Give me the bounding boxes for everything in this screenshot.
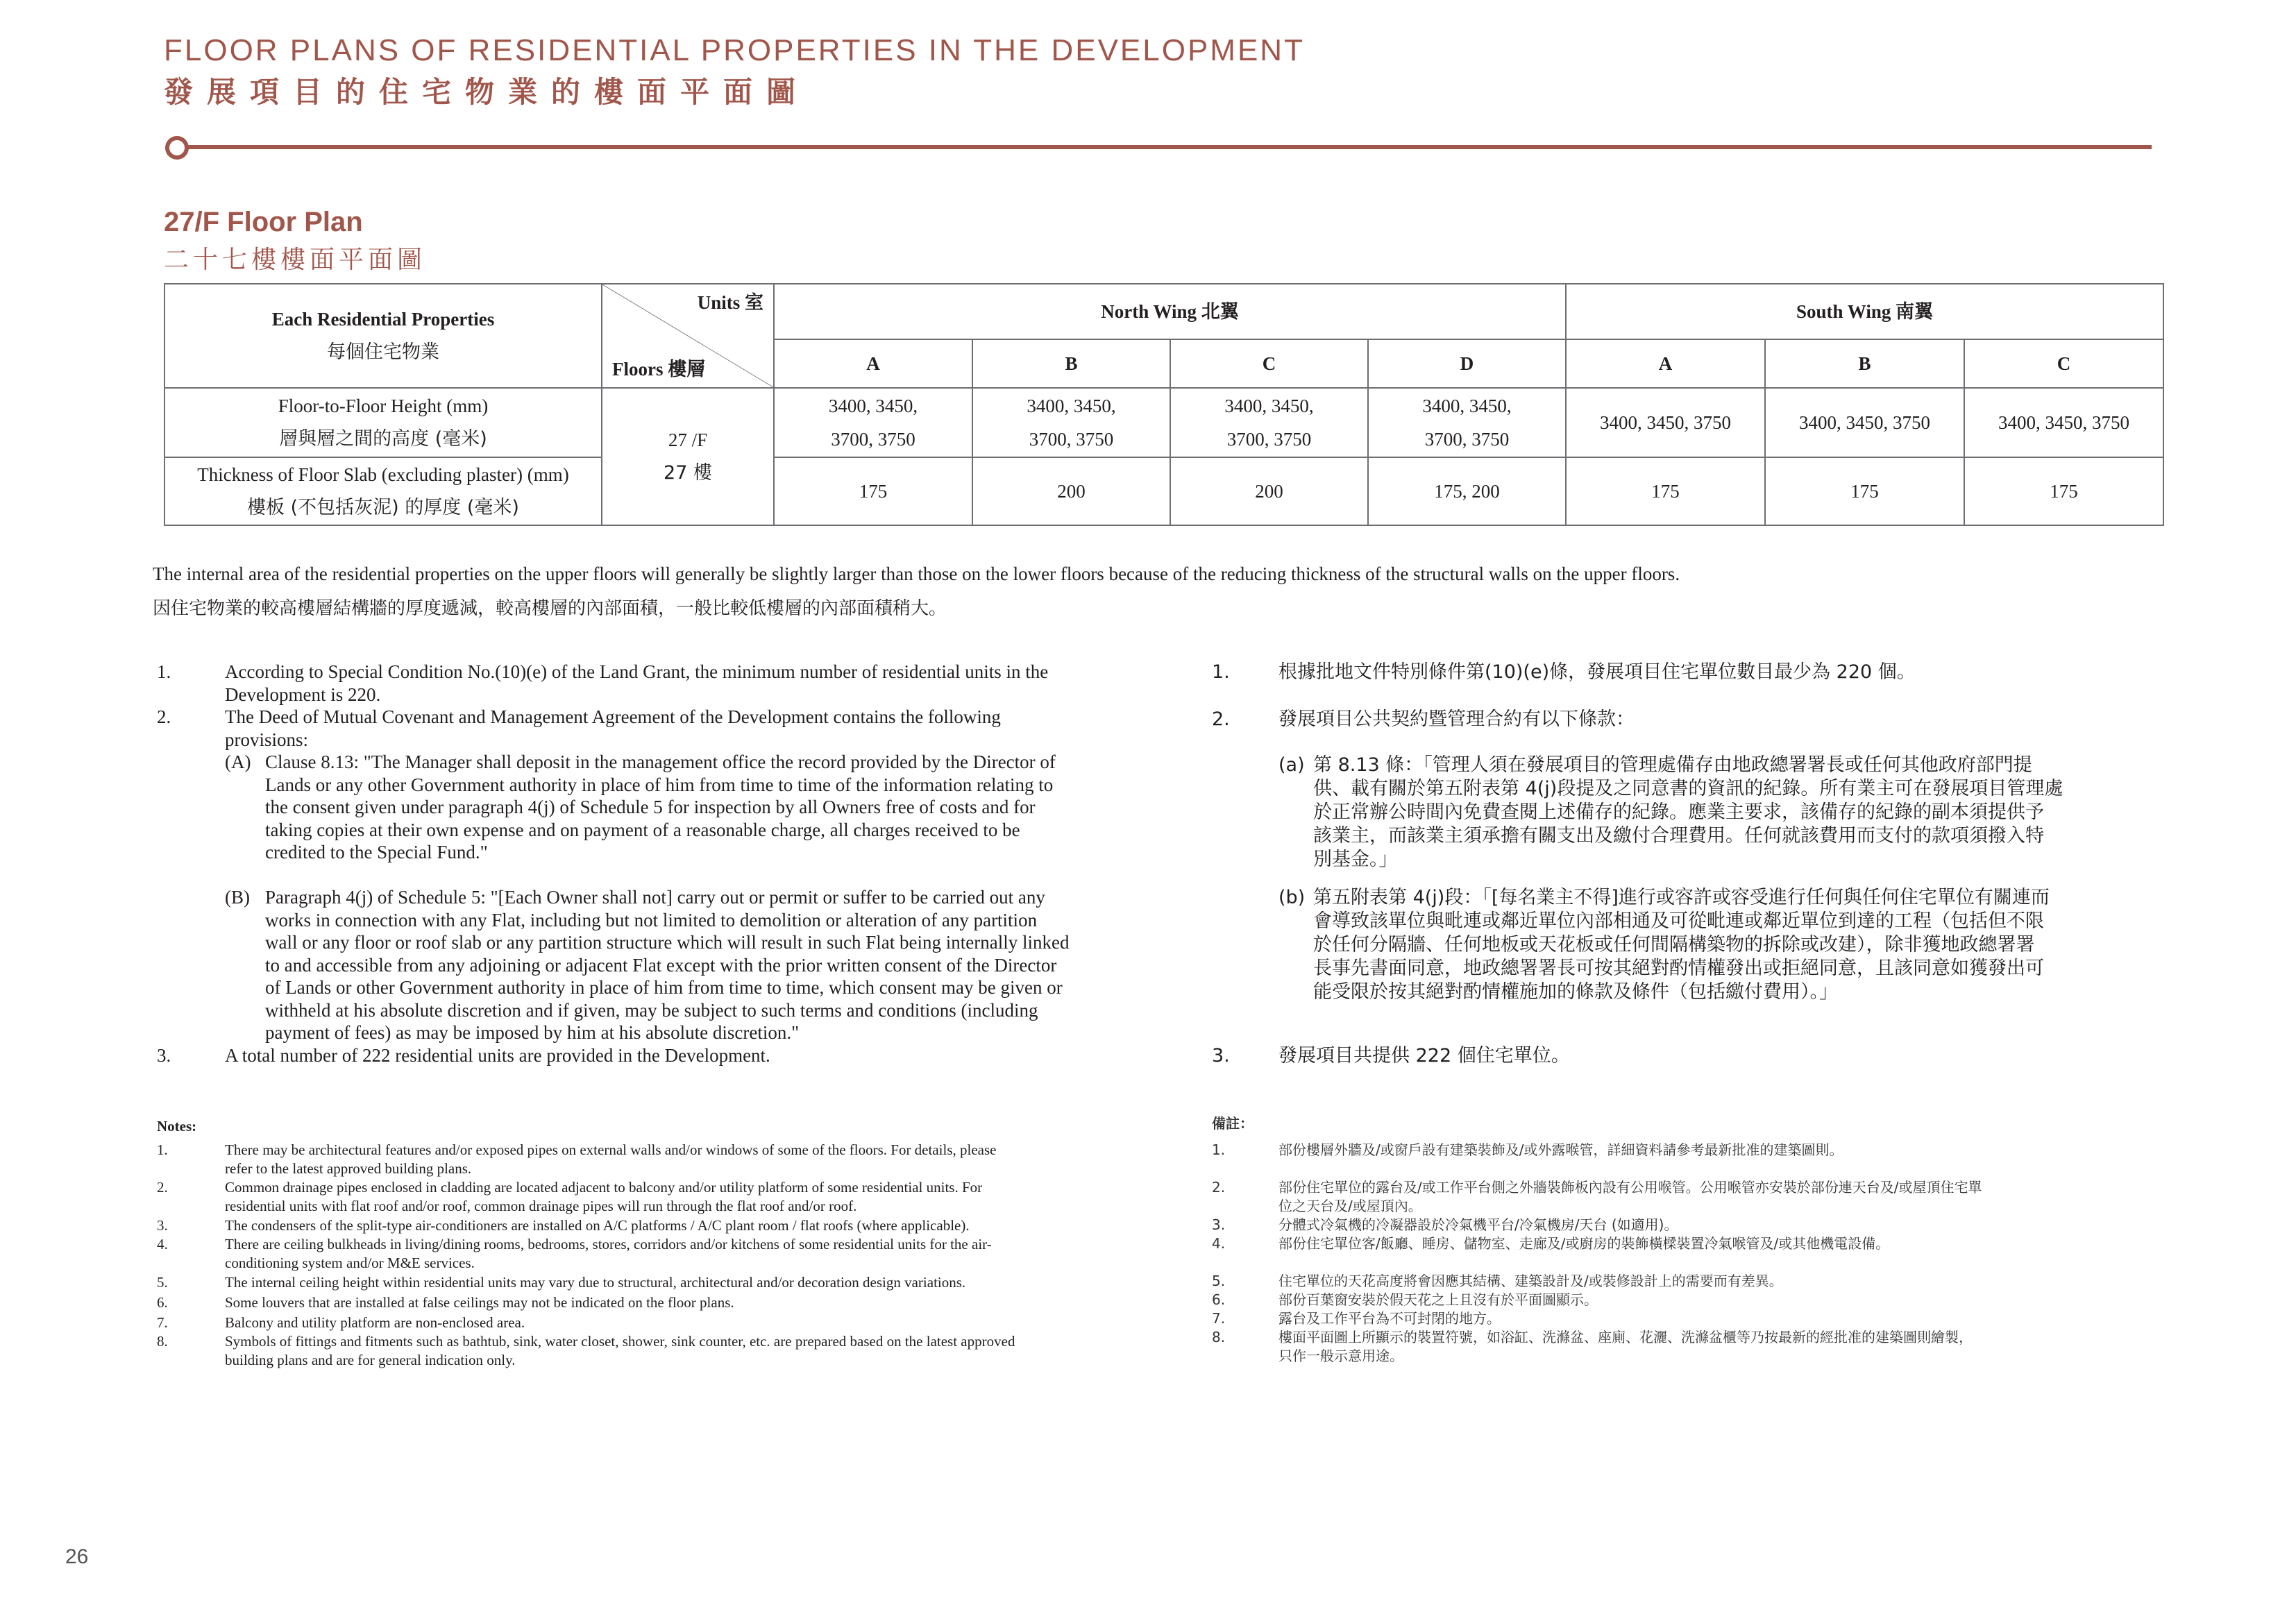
note-number: 1. <box>157 1141 168 1158</box>
clause-2-en: The Deed of Mutual Covenant and Management Agreement of the Development contains the following provisions: <box>225 706 1001 750</box>
unit-header: A <box>1566 339 1765 388</box>
row-label-zh: 層與層之間的高度 (毫米) <box>279 428 487 450</box>
row-label-en: Floor-to-Floor Height (mm) <box>278 396 489 416</box>
note-item: The internal ceiling height within residential units may vary due to structural, architectural and/or decoration design variations. <box>225 1274 966 1291</box>
floor-zh: 27 樓 <box>664 462 712 484</box>
row-label-zh: 樓板 (不包括灰泥) 的厚度 (毫米) <box>247 497 519 518</box>
unit-header: D <box>1368 339 1566 388</box>
row-floor-height-label <box>164 388 602 457</box>
each-property-zh: 每個住宅物業 <box>327 341 439 363</box>
note-item: 部份住宅單位客/飯廳、睡房、儲物室、走廊及/或廚房的裝飾橫樑裝置冷氣喉管及/或其他機電設備。 <box>1278 1235 1890 1252</box>
sub-clause-label: (b) <box>1278 887 1306 908</box>
table-cell: 200 <box>972 457 1170 525</box>
clauses-zh <box>1212 661 2170 1077</box>
note-item: 部份樓層外牆及/或窗戶設有建築裝飾及/或外露喉管，詳細資料請參考最新批准的建築圖則。 <box>1278 1141 1843 1158</box>
note-item: Some louvers that are installed at false ceilings may not be indicated on the floor plans. <box>225 1294 734 1311</box>
note-item: 分體式冷氣機的冷凝器設於冷氣機平台/冷氣機房/天台 (如適用)。 <box>1278 1216 1678 1233</box>
clause-2b-zh: 第五附表第 4(j)段：「[每名業主不得]進行或容許或容受進行任何與任何住宅單位有關連而 會導致該單位與毗連或鄰近單位內部相通及可從毗連或鄰近單位到達的工程（包括但不限 於任何分隔牆、任何地板或天花板或任何間隔構築物的拆除或改建），除非獲地政總署署 長事先書面同意，地政總署署長可按其絕對酌情權發出或拒絕同意，且該同意如獲發出可 能受限於按其絕對酌情權施加的條款及條件（包括繳付費用）。」 <box>1313 887 2050 1003</box>
note-number: 5. <box>157 1274 168 1291</box>
notes-heading-zh: 備註： <box>1212 1115 1253 1132</box>
table-cell: 175 <box>1566 457 1765 525</box>
row-label-en: Thickness of Floor Slab (excluding plaster) (mm) <box>197 464 569 485</box>
note-number: 7. <box>1212 1310 1226 1327</box>
clause-3-zh: 發展項目共提供 222 個住宅單位。 <box>1278 1045 1570 1067</box>
note-item: 部份百葉窗安裝於假天花之上且沒有於平面圖顯示。 <box>1278 1291 1598 1308</box>
note-item: 露台及工作平台為不可封閉的地方。 <box>1278 1310 1501 1327</box>
intro-zh: 因住宅物業的較高樓層結構牆的厚度遞減，較高樓層的內部面積，一般比較低樓層的內部面積稍大。 <box>153 598 947 619</box>
note-number: 4. <box>1212 1235 1226 1252</box>
each-property-en: Each Residential Properties <box>271 309 495 330</box>
each-property-header <box>164 284 602 388</box>
table-cell: 175 <box>774 457 972 525</box>
north-wing-header: North Wing 北翼 <box>774 284 1566 339</box>
clause-number: 1. <box>1212 661 1230 683</box>
unit-header: A <box>774 339 972 388</box>
note-item: Common drainage pipes enclosed in cladding are located adjacent to balcony and/or utility platform of some residential units. For residential units with flat roof and/or roof, common drainage pipes will run through the flat roof and/or roof. <box>225 1179 983 1214</box>
unit-header: B <box>1765 339 1964 388</box>
table-cell: 3400, 3450, 3700, 3750 <box>1170 388 1368 457</box>
note-number: 6. <box>157 1294 168 1311</box>
note-number: 8. <box>157 1333 168 1350</box>
note-number: 3. <box>1212 1216 1226 1233</box>
note-number: 2. <box>157 1179 168 1196</box>
note-item: Symbols of fittings and fitments such as bathtub, sink, water closet, shower, sink counter, etc. are prepared based on the latest approved building plans and are for general indication only. <box>225 1333 1015 1368</box>
floor-cell <box>602 388 774 525</box>
row-slab-thickness-label <box>164 457 602 525</box>
intro-en: The internal area of the residential properties on the upper floors will generally be slightly larger than those on the lower floors because of the reducing thickness of the structural walls on the upper floors. <box>153 563 1680 584</box>
clause-3-en: A total number of 222 residential units are provided in the Development. <box>225 1045 770 1066</box>
table-cell: 3400, 3450, 3750 <box>1765 388 1964 457</box>
notes-heading-en: Notes: <box>157 1118 197 1135</box>
clause-2-zh: 發展項目公共契約暨管理合約有以下條款： <box>1278 708 1635 730</box>
clause-number: 3. <box>1212 1045 1230 1067</box>
clause-number: 2. <box>157 706 171 727</box>
note-number: 2. <box>1212 1179 1226 1196</box>
clauses-en <box>157 661 1156 1077</box>
note-number: 7. <box>157 1314 168 1331</box>
table-cell: 3400, 3450, 3700, 3750 <box>1368 388 1566 457</box>
note-item: There may be architectural features and/or exposed pipes on external walls and/or windows of some of the floors. For details, please refer to the latest approved building plans. <box>225 1141 997 1177</box>
clause-2a-en: Clause 8.13: "The Manager shall deposit in the management office the record provided by the Director of Lands or any other Government authority in place of him from time to time of the information relating to the consent given under paragraph 4(j) of Schedule 5 for inspection by all Owners free of costs and for taking copies at their own expense and on payment of a reasonable charge, all charges received to be credited to the Special Fund." <box>265 751 1056 863</box>
section-title-zh: 發展項目的住宅物業的樓面平面圖 <box>164 75 810 109</box>
note-number: 3. <box>157 1217 168 1234</box>
clause-number: 1. <box>157 661 171 682</box>
table-cell: 175, 200 <box>1368 457 1566 525</box>
page-number: 26 <box>65 1545 89 1568</box>
notes-zh <box>1212 1114 2184 1406</box>
floors-label: Floors 樓層 <box>612 359 706 380</box>
clause-number: 3. <box>157 1045 171 1066</box>
table-cell: 3400, 3450, 3750 <box>1566 388 1765 457</box>
clause-1-en: According to Special Condition No.(10)(e) of the Land Grant, the minimum number of residential units in the Development is 220. <box>225 661 1049 705</box>
table-cell: 3400, 3450, 3700, 3750 <box>774 388 972 457</box>
unit-header: C <box>1170 339 1368 388</box>
sub-clause-label: (A) <box>225 751 251 772</box>
sub-clause-label: (a) <box>1278 754 1305 776</box>
note-number: 1. <box>1212 1141 1226 1158</box>
notes-en <box>157 1117 1156 1409</box>
floor-plan-title-en: 27/F Floor Plan <box>164 207 363 237</box>
clause-2b-en: Paragraph 4(j) of Schedule 5: "[Each Owner shall not] carry out or permit or suffer to be carried out any works in connection with any Flat, including but not limited to demolition or alteration of any partition wall or any floor or roof slab or any partition structure which will result in such Flat being internally linked to and accessible from any adjoining or adjacent Flat except with the prior written consent of the Director of Lands or other Government authority in place of him from time to time, which consent may be given or withheld at his absolute discretion and if given, may be subject to such terms and conditions (including payment of fees) as may be imposed by him at his absolute discretion." <box>265 887 1070 1043</box>
south-wing-header: South Wing 南翼 <box>1566 284 2163 339</box>
section-title-en: FLOOR PLANS OF RESIDENTIAL PROPERTIES IN THE DEVELOPMENT <box>164 33 1305 67</box>
note-number: 6. <box>1212 1291 1226 1308</box>
floor-spec-table <box>164 283 2164 526</box>
units-label: Units 室 <box>697 292 763 313</box>
clause-number: 2. <box>1212 708 1230 730</box>
floor-en: 27 /F <box>668 430 708 450</box>
table-cell: 3400, 3450, 3700, 3750 <box>972 388 1170 457</box>
note-number: 5. <box>1212 1273 1226 1289</box>
clause-1-zh: 根據批地文件特別條件第(10)(e)條，發展項目住宅單位數目最少為 220 個。 <box>1278 661 1916 683</box>
table-cell: 3400, 3450, 3750 <box>1964 388 2163 457</box>
clause-2a-zh: 第 8.13 條：「管理人須在發展項目的管理處備存由地政總署署長或任何其他政府部門提 供、載有關於第五附表第 4(j)段提及之同意書的資訊的紀錄。所有業主可在發展項目管理處 於正常辦公時間內免費查閱上述備存的紀錄。應業主要求，該備存的紀錄的副本須提供予 該業主，而該業主須承擔有關支出及繳付合理費用。任何就該費用而支付的款項須撥入特 別基金。」 <box>1313 754 2063 870</box>
note-number: 8. <box>1212 1329 1226 1345</box>
units-floors-corner <box>602 284 774 388</box>
note-item: 部份住宅單位的露台及/或工作平台側之外牆裝飾板內設有公用喉管。公用喉管亦安裝於部份連天台及/或屋頂住宅單 位之天台及/或屋頂內。 <box>1278 1179 1982 1214</box>
divider-dot <box>165 136 189 160</box>
note-item: Balcony and utility platform are non-enclosed area. <box>225 1314 525 1331</box>
unit-header: C <box>1964 339 2163 388</box>
table-cell: 175 <box>1964 457 2163 525</box>
table-cell: 200 <box>1170 457 1368 525</box>
floor-plan-title-zh: 二十七樓樓面平面圖 <box>164 246 427 274</box>
note-item: The condensers of the split-type air-conditioners are installed on A/C platforms / A/C plant room / flat roofs (where applicable). <box>225 1217 970 1234</box>
note-item: 住宅單位的天花高度將會因應其結構、建築設計及/或裝修設計上的需要而有差異。 <box>1278 1273 1783 1289</box>
note-number: 4. <box>157 1236 168 1252</box>
table-cell: 175 <box>1765 457 1964 525</box>
unit-header: B <box>972 339 1170 388</box>
note-item: 樓面平面圖上所顯示的裝置符號，如浴缸、洗滌盆、座廁、花灑、洗滌盆櫃等乃按最新的經批准的建築圖則繪製， 只作一般示意用途。 <box>1278 1329 1973 1364</box>
sub-clause-label: (B) <box>225 887 250 908</box>
divider-line <box>187 145 2152 149</box>
note-item: There are ceiling bulkheads in living/dining rooms, bedrooms, stores, corridors and/or kitchens of some residential units for the air- conditioning system and/or M&E services. <box>225 1236 992 1271</box>
